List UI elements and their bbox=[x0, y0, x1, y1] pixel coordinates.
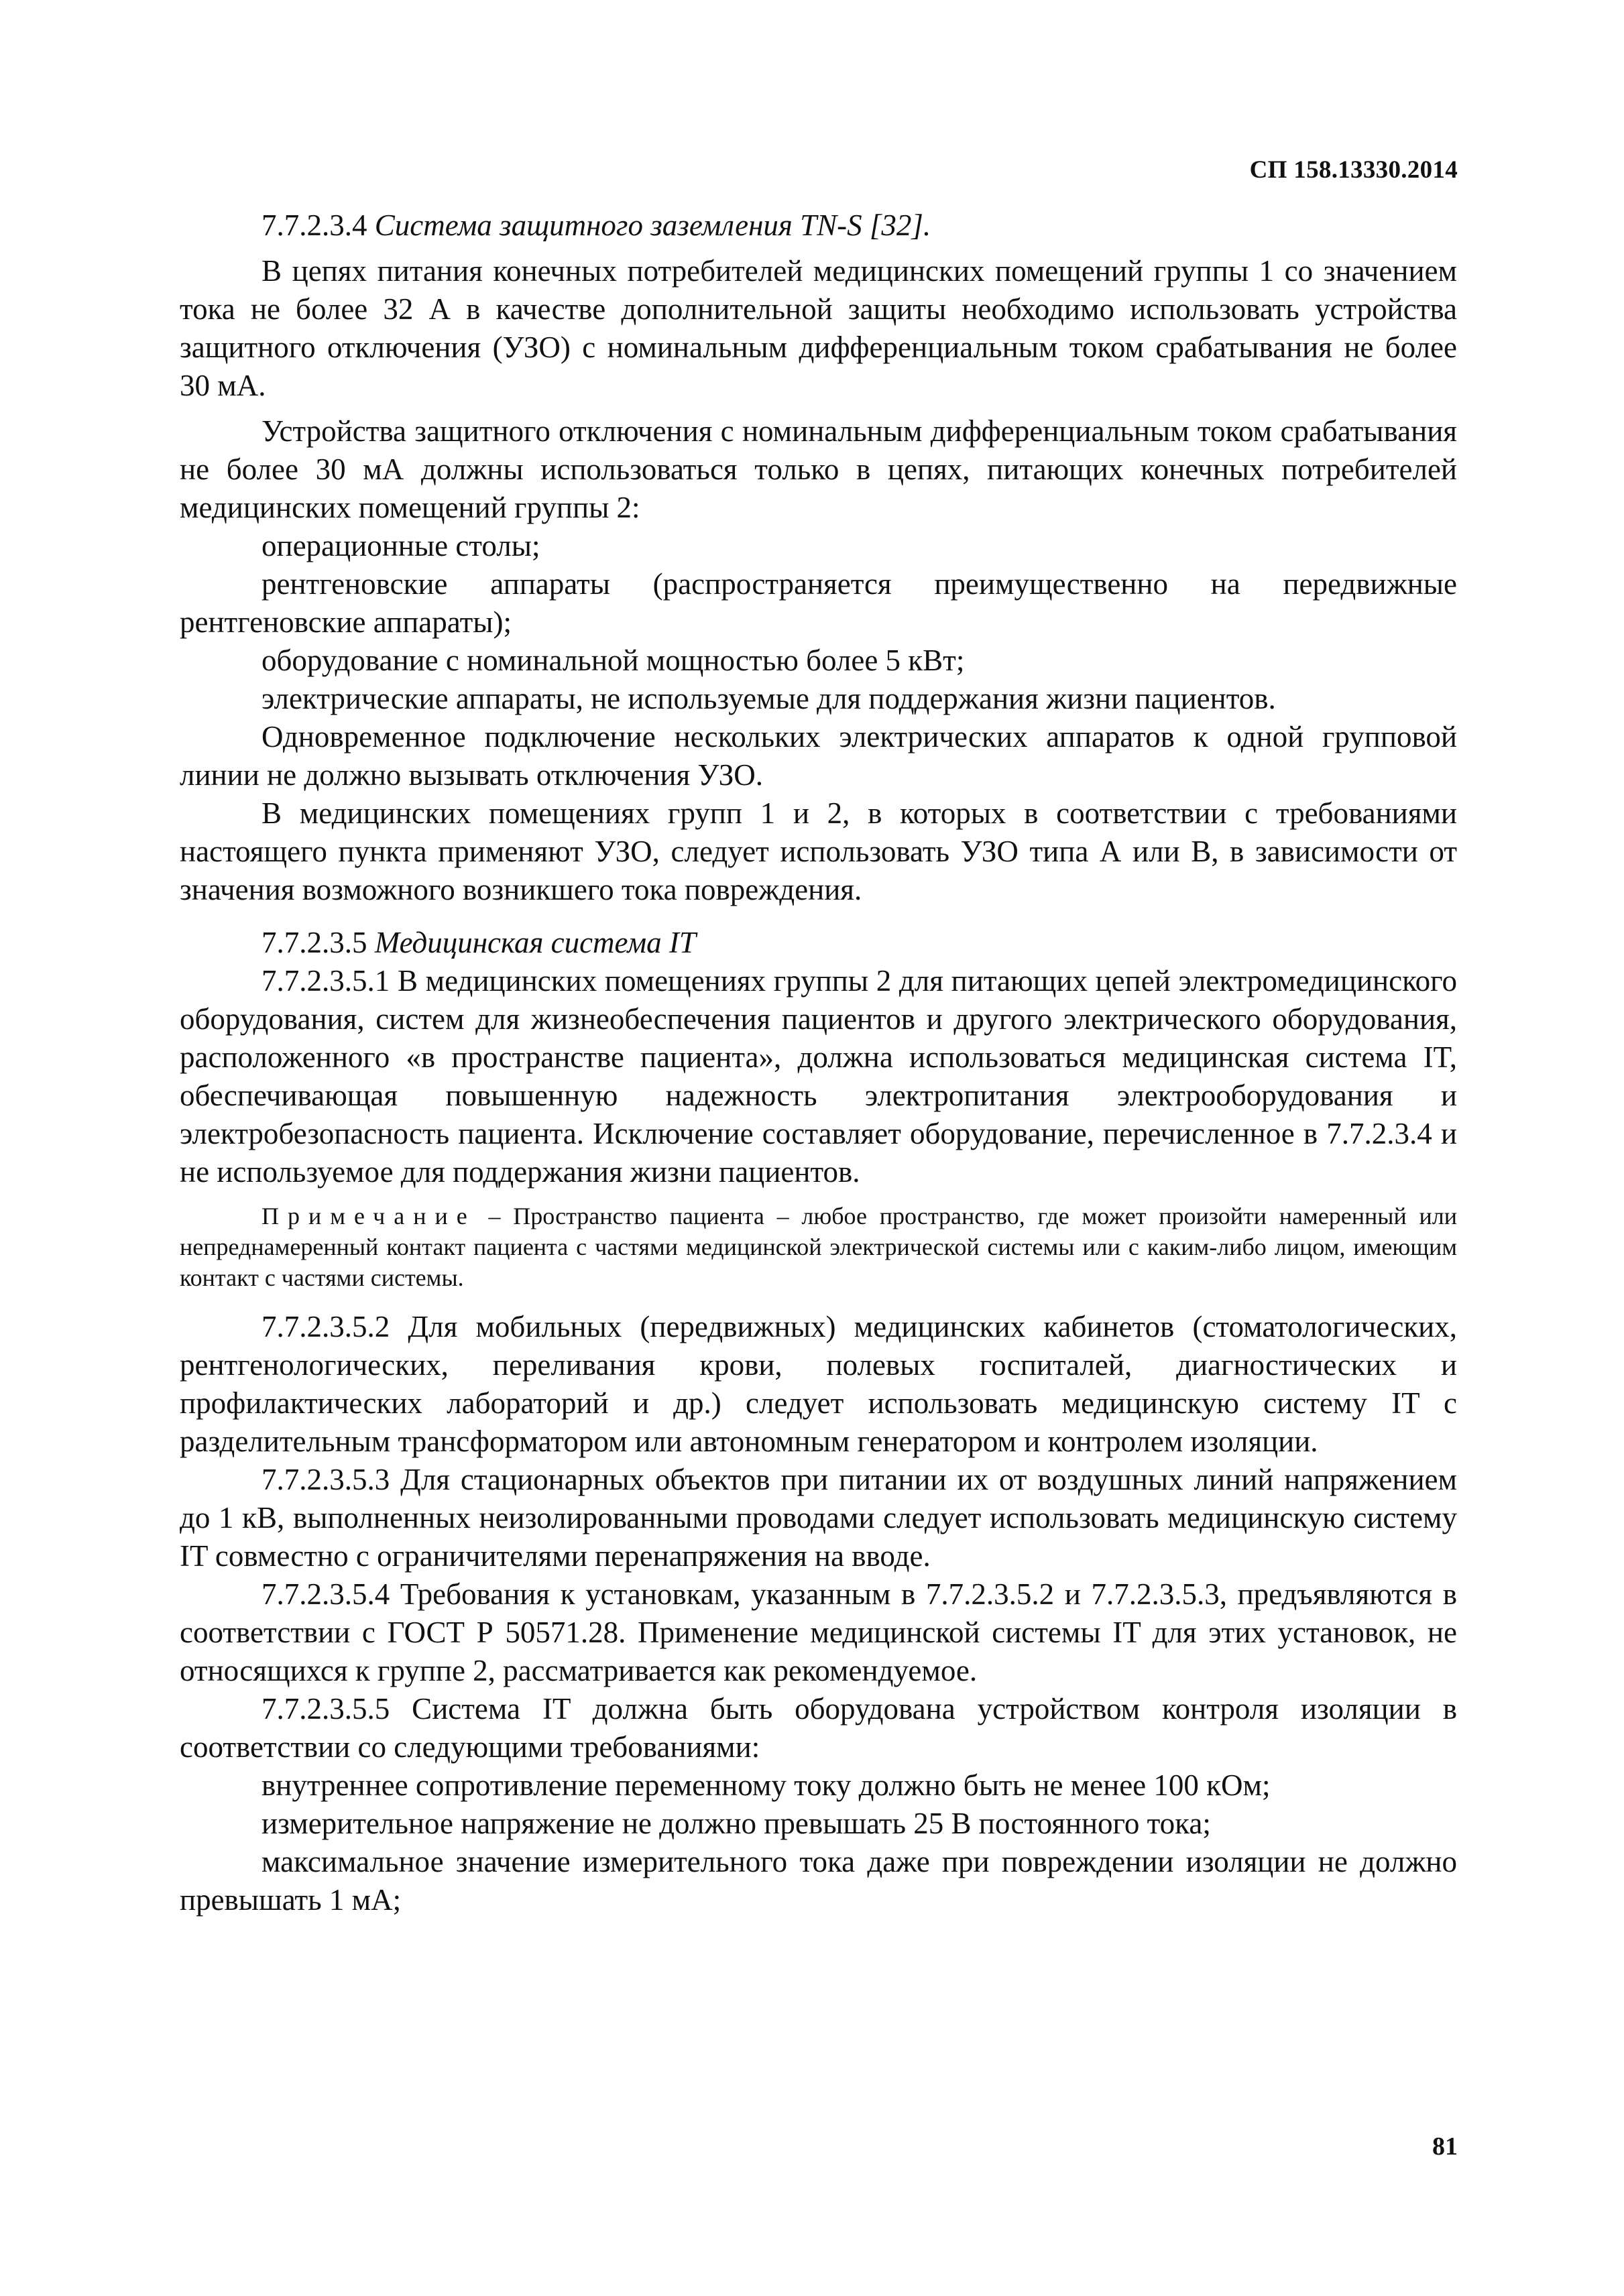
list-item: операционные столы; bbox=[262, 529, 540, 562]
list-item: максимальное значение измерительного тока даже при повреждении изоляции не должно превышать 1 мА; bbox=[180, 1845, 1457, 1917]
page-body bbox=[180, 206, 1457, 1919]
paragraph: 7.7.2.3.5.5 Система IT должна быть оборудована устройством контроля изоляции в соответствии со следующими требованиями: bbox=[180, 1692, 1457, 1764]
note-text: – Пространство пациента – любое пространство, где может произойти намеренный или непреднамеренный контакт пациента с частями медицинской электрической системы или с каким-либо лицом, имеющим контакт с частями системы. bbox=[180, 1203, 1457, 1291]
list-item: измерительное напряжение не должно превышать 25 В постоянного тока; bbox=[262, 1807, 1211, 1840]
section-number: 7.7.2.3.5 bbox=[262, 926, 367, 959]
note-label: Примечание bbox=[262, 1203, 476, 1229]
paragraph: 7.7.2.3.5.1 В медицинских помещениях группы 2 для питающих цепей электромедицинского оборудования, систем для жизнеобеспечения пациентов и другого электрического оборудования, расположенного «в пространстве пациента», должна использоваться медицинская система IT, обеспечивающая повышенную надежность электропитания электрооборудования и электробезопасность пациента. Исключение составляет оборудование, перечисленное в 7.7.2.3.4 и не используемое для поддержания жизни пациентов. bbox=[180, 964, 1457, 1189]
paragraph: 7.7.2.3.5.3 Для стационарных объектов при питании их от воздушных линий напряжением до 1 кВ, выполненных неизолированными проводами следует использовать медицинскую систему IT совместно с ограничителями перенапряжения на вводе. bbox=[180, 1463, 1457, 1573]
list-item: внутреннее сопротивление переменному току должно быть не менее 100 кОм; bbox=[262, 1768, 1271, 1802]
paragraph: 7.7.2.3.5.4 Требования к установкам, указанным в 7.7.2.3.5.2 и 7.7.2.3.5.3, предъявляются в соответствии с ГОСТ Р 50571.28. Применение медицинской системы IT для этих установок, не относящихся к группе 2, рассматривается как рекомендуемое. bbox=[180, 1577, 1457, 1687]
list-item: оборудование с номинальной мощностью более 5 кВт; bbox=[262, 644, 965, 677]
paragraph: Одновременное подключение нескольких электрических аппаратов к одной групповой линии не должно вызывать отключения УЗО. bbox=[180, 720, 1457, 792]
document-code: СП 158.13330.2014 bbox=[1249, 156, 1458, 184]
paragraph: В медицинских помещениях групп 1 и 2, в которых в соответствии с требованиями настоящего пункта применяют УЗО, следует использовать УЗО типа А или В, в зависимости от значения возможного возникшего тока повреждения. bbox=[180, 796, 1457, 906]
section-heading bbox=[180, 206, 1457, 245]
note bbox=[180, 1201, 1457, 1293]
page-number: 81 bbox=[1432, 2132, 1458, 2161]
section-title: Система защитного заземления TN-S [32]. bbox=[374, 208, 931, 242]
list-item: рентгеновские аппараты (распространяется преимущественно на передвижные рентгеновские аппараты); bbox=[180, 567, 1457, 639]
section-number: 7.7.2.3.4 bbox=[262, 208, 367, 242]
paragraph: 7.7.2.3.5.2 Для мобильных (передвижных) медицинских кабинетов (стоматологических, рентгенологических, переливания крови, полевых госпиталей, диагностических и профилактических лабораторий и др.) следует использовать медицинскую систему IT с разделительным трансформатором или автономным генератором и контролем изоляции. bbox=[180, 1310, 1457, 1458]
section-heading bbox=[180, 924, 1457, 962]
section-title: Медицинская система IT bbox=[374, 926, 696, 959]
paragraph: В цепях питания конечных потребителей медицинских помещений группы 1 со значением тока не более 32 А в качестве дополнительной защиты необходимо использовать устройства защитного отключения (УЗО) с номинальным дифференциальным током срабатывания не более 30 мА. bbox=[180, 254, 1457, 402]
list-item: электрические аппараты, не используемые для поддержания жизни пациентов. bbox=[262, 682, 1276, 715]
paragraph: Устройства защитного отключения с номинальным дифференциальным током срабатывания не более 30 мА должны использоваться только в цепях, питающих конечных потребителей медицинских помещений группы 2: bbox=[180, 414, 1457, 524]
